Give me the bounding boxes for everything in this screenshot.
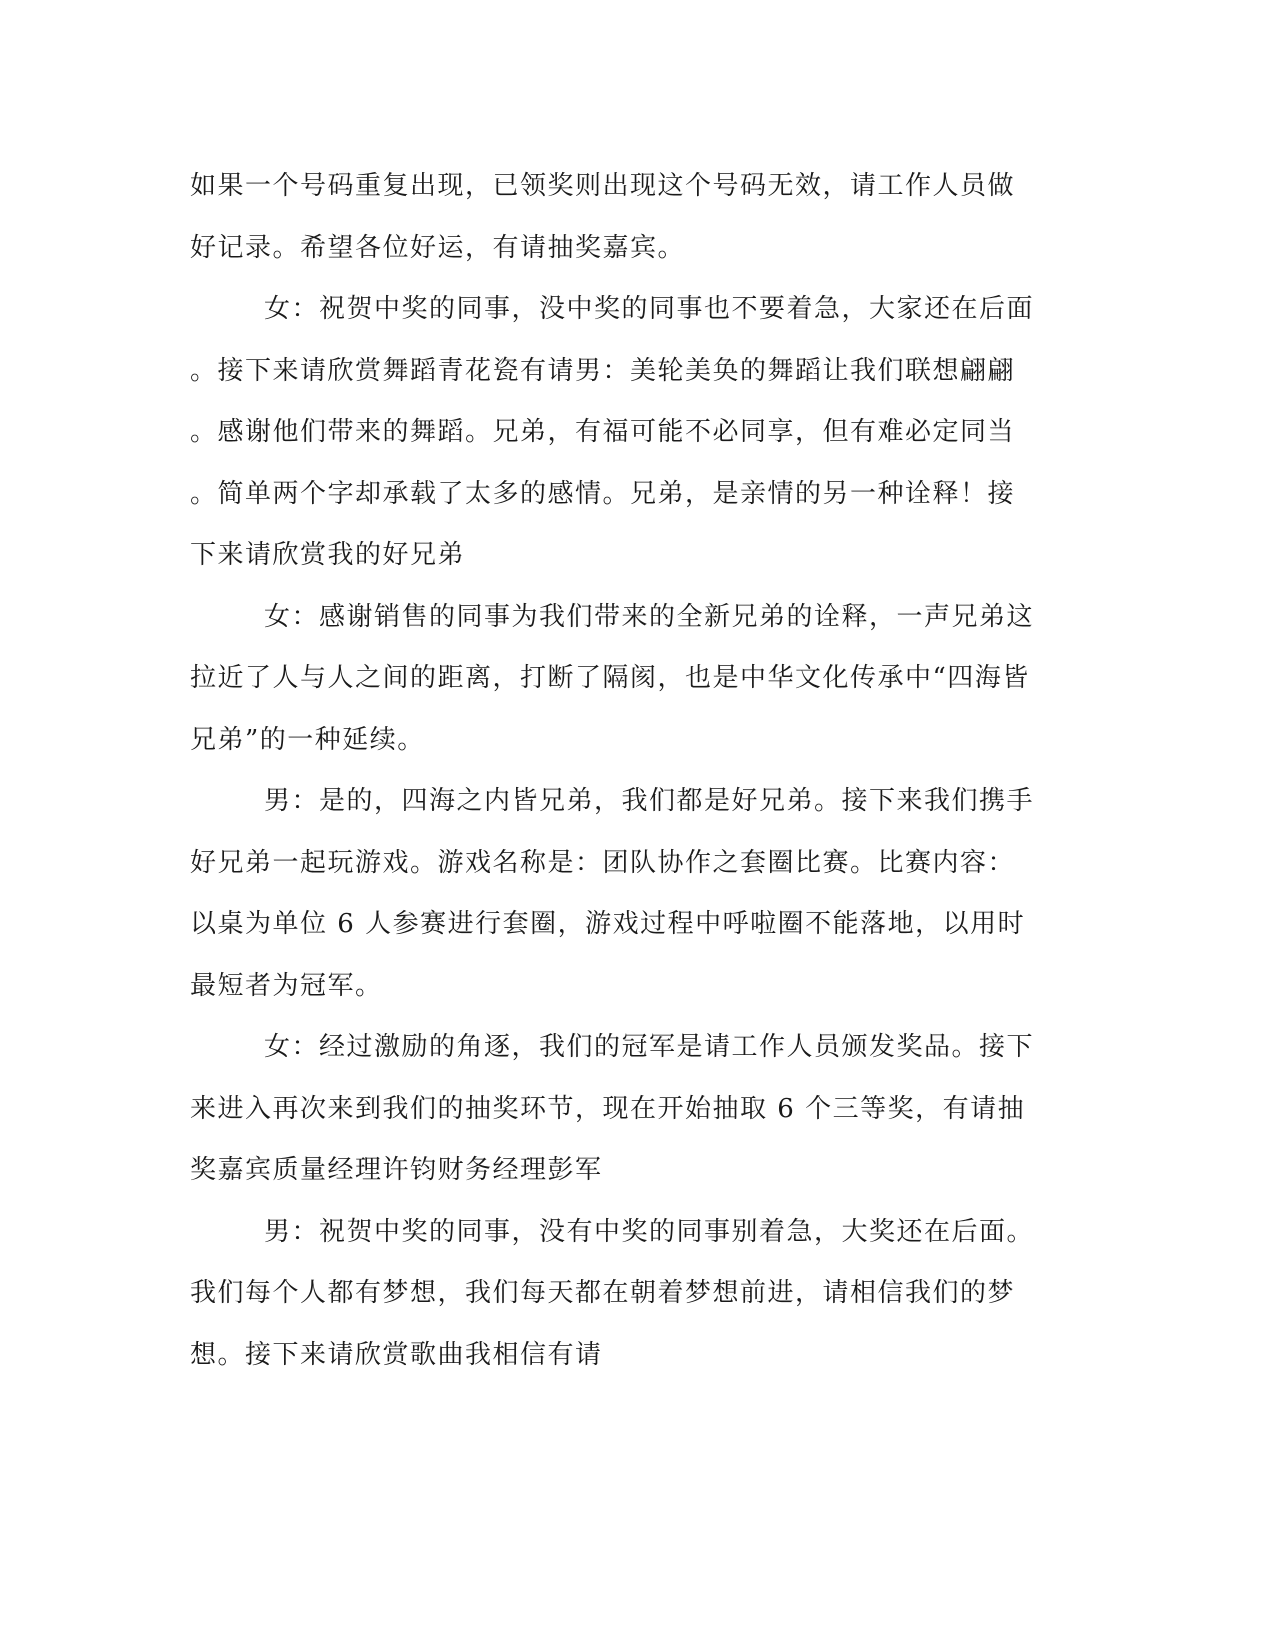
document-body <box>190 156 1080 1386</box>
text-line: 奖嘉宾质量经理许钧财务经理彭军 <box>190 1155 603 1185</box>
text-line: 好兄弟一起玩游戏。游戏名称是：团队协作之套圈比赛。比赛内容： <box>190 847 1016 878</box>
text-line: 下来请欣赏我的好兄弟 <box>190 540 466 570</box>
text-line: 想。接下来请欣赏歌曲我相信有请 <box>190 1339 603 1370</box>
text-line: 。接下来请欣赏舞蹈青花瓷有请男：美轮美奂的舞蹈让我们联想翩翩 <box>190 355 1016 386</box>
text-line: 。感谢他们带来的舞蹈。兄弟，有福可能不必同享，但有难必定同当 <box>190 417 1016 447</box>
paragraph-first-line: 男：祝贺中奖的同事，没有中奖的同事别着急，大奖还在后面。 <box>264 1216 1035 1247</box>
text-line: 最短者为冠军。 <box>190 970 383 1001</box>
text-line: 以桌为单位 6 人参赛进行套圈，游戏过程中呼啦圈不能落地，以用时 <box>190 909 1026 939</box>
paragraph-first-line: 男：是的，四海之内皆兄弟，我们都是好兄弟。接下来我们携手 <box>264 786 1035 816</box>
paragraph-first-line: 女：祝贺中奖的同事，没中奖的同事也不要着急，大家还在后面 <box>264 294 1035 324</box>
text-line: 。简单两个字却承载了太多的感情。兄弟，是亲情的另一种诠释！接 <box>190 478 1016 509</box>
text-line: 拉近了人与人之间的距离，打断了隔阂，也是中华文化传承中“四海皆 <box>190 663 1030 693</box>
paragraph-first-line: 女：经过激励的角逐，我们的冠军是请工作人员颁发奖品。接下 <box>264 1032 1035 1062</box>
paragraph-first-line: 女：感谢销售的同事为我们带来的全新兄弟的诠释，一声兄弟这 <box>264 601 1035 632</box>
text-line: 如果一个号码重复出现，已领奖则出现这个号码无效，请工作人员做 <box>190 171 1016 201</box>
text-line: 兄弟”的一种延续。 <box>190 724 425 755</box>
text-line: 来进入再次来到我们的抽奖环节，现在开始抽取 6 个三等奖，有请抽 <box>190 1093 1026 1124</box>
text-line: 好记录。希望各位好运，有请抽奖嘉宾。 <box>190 232 686 263</box>
text-line: 我们每个人都有梦想，我们每天都在朝着梦想前进，请相信我们的梦 <box>190 1278 1016 1308</box>
